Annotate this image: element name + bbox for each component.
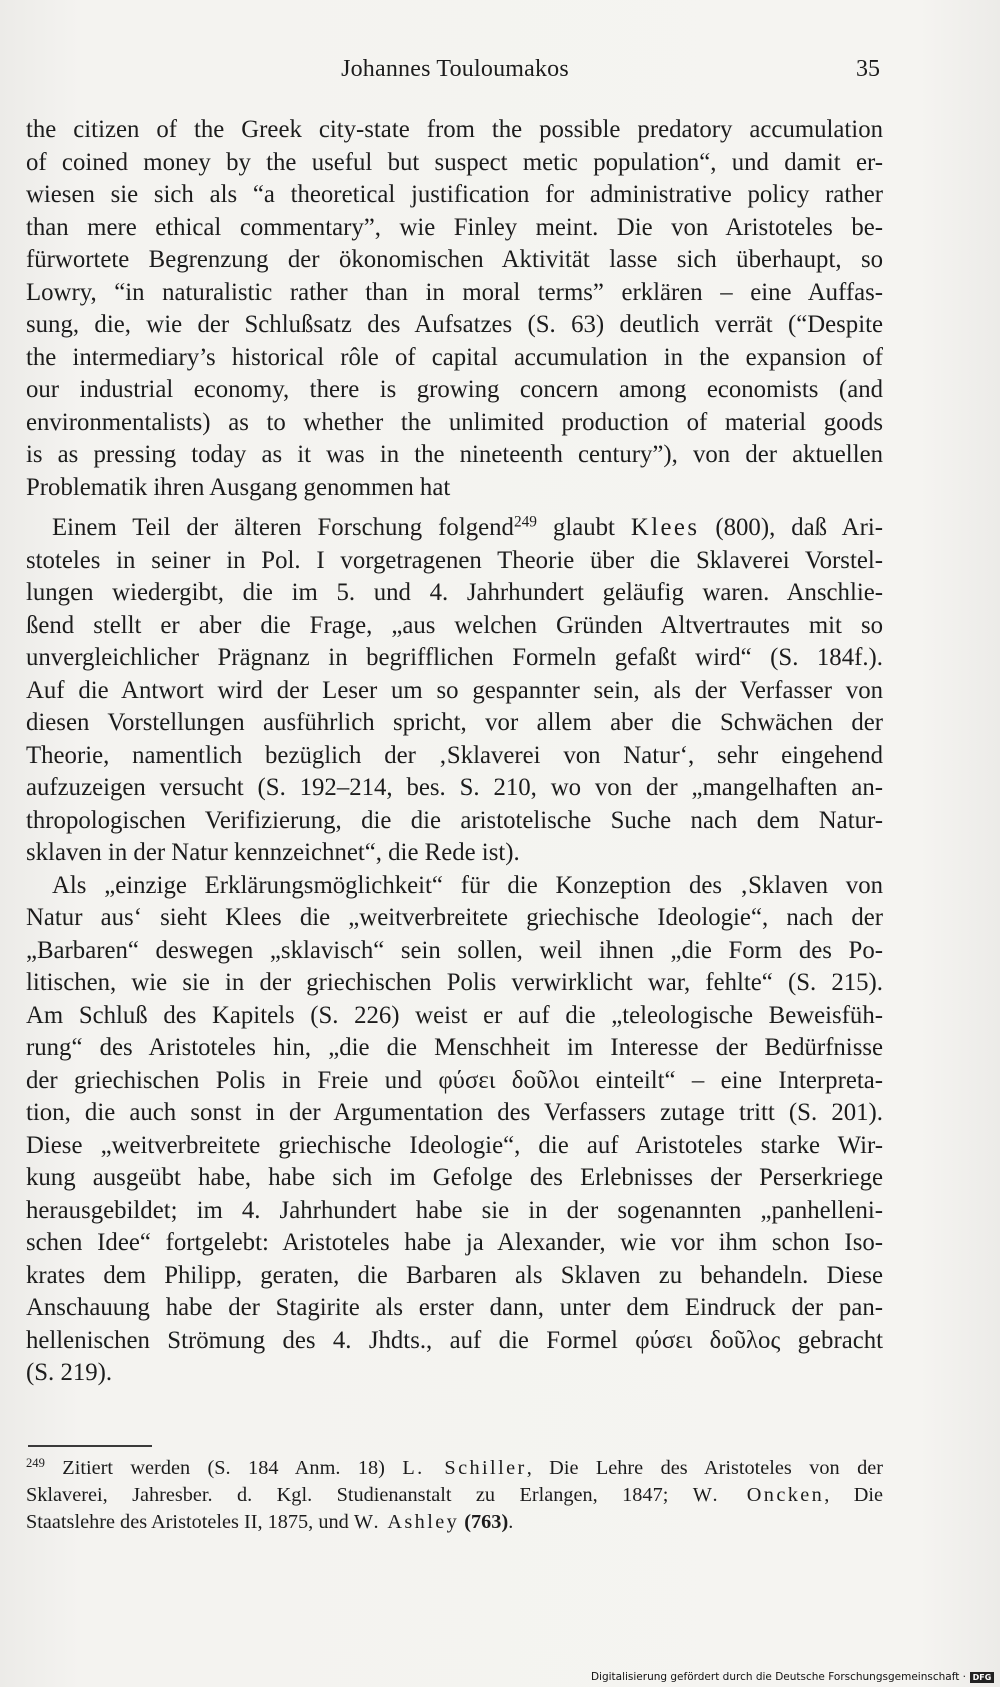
footnote-divider [28, 1445, 152, 1447]
text-line: environmentalists) as to whether the unlimited production of material goods [26, 408, 883, 436]
footnote-line [26, 1482, 883, 1509]
text-line: tion, die auch sonst in der Argumentation des Verfassers zutage tritt (S. 201). [26, 1099, 883, 1126]
running-head: Johannes Touloumakos [341, 56, 569, 82]
text-line: Als „einzige Erklärungsmöglichkeit“ für die Konzeption des ‚Sklaven von [52, 871, 883, 899]
text-line: herausgebildet; im 4. Jahrhundert habe sie in der sogenannten „panhelleni- [26, 1196, 883, 1224]
text-line: Diese „weitverbreitete griechische Ideologie“, die auf Aristoteles starke Wir- [26, 1131, 883, 1159]
paragraph-2 [26, 512, 883, 870]
text-line: fürwortete Begrenzung der ökonomischen Aktivität lasse sich überhaupt, so [26, 246, 883, 273]
text-line: than mere ethical commentary”, wie Finley meint. Die von Aristoteles be- [26, 213, 883, 241]
text-line: schen Idee“ fortgelebt: Aristoteles habe ja Alexander, wie vor ihm schon Iso- [26, 1229, 883, 1256]
author-name: L. Schiller [402, 1457, 527, 1479]
text-line: thropologischen Verifizierung, die die aristotelische Suche nach dem Natur- [26, 806, 883, 834]
page-number: 35 [856, 56, 880, 82]
text-line: diesen Vorstellungen ausführlich spricht, vor allem aber die Schwächen der [26, 709, 883, 736]
text-run: , Die Lehre des Aristoteles von der [526, 1457, 883, 1479]
text-run: (800), daß Ari- [699, 514, 883, 541]
text-line: Theorie, namentlich bezüglich der ‚Sklaverei von Natur‘, sehr eingehend [26, 741, 883, 769]
text-run: Einem Teil der älteren Forschung folgend [52, 514, 514, 541]
text-run: . [508, 1511, 514, 1533]
text-line: (S. 219). [26, 1359, 113, 1386]
text-line: sklaven in der Natur kennzeichnet“, die Rede ist). [26, 839, 520, 866]
footnote-249 [26, 1455, 883, 1536]
text-run: , Die [824, 1484, 883, 1506]
footnote-line [26, 1455, 883, 1482]
text-line: unvergleichlicher Prägnanz in begrifflichen Formeln gefaßt wird“ (S. 184f.). [26, 644, 883, 671]
footnote-number: 249 [26, 1456, 45, 1471]
paragraph-1 [26, 114, 883, 504]
footnote-ref: 249 [513, 513, 537, 531]
text-line: der griechischen Polis in Freie und φύσει δοῦλοι einteilt“ – eine Interpreta- [26, 1066, 883, 1094]
body-text [26, 114, 883, 1390]
credit-text: Digitalisierung gefördert durch die Deutsche Forschungsgemeinschaft · [590, 1671, 966, 1683]
text-line: hellenischen Strömung des 4. Jhdts., auf die Formel φύσει δοῦλος gebracht [26, 1326, 883, 1354]
author-name: W. Ashley [353, 1511, 460, 1533]
author-name: Klees [630, 514, 700, 541]
reference-number: (763) [464, 1511, 509, 1533]
text-run: Sklaverei, Jahresber. d. Kgl. Studienanstalt zu Erlangen, 1847; [26, 1484, 693, 1506]
text-line: is as pressing today as it was in the nineteenth century”), von der aktuellen [26, 441, 883, 468]
page-header [30, 56, 880, 92]
text-run: glaubt [536, 514, 631, 541]
text-line: Anschauung habe der Stagirite als erster dann, unter dem Eindruck der pan- [26, 1294, 883, 1321]
text-line: krates dem Philipp, geraten, die Barbaren als Sklaven zu behandeln. Diese [26, 1261, 883, 1289]
digitization-credit [591, 1671, 994, 1683]
author-name: W. Oncken [692, 1484, 825, 1506]
text-line: litischen, wie sie in der griechischen Polis verwirklicht war, fehlte“ (S. 215). [26, 969, 883, 996]
text-line: our industrial economy, there is growing concern among economists (and [26, 376, 883, 403]
text-line: the citizen of the Greek city-state from the possible predatory accumulation [26, 116, 883, 143]
text-line: aufzuzeigen versucht (S. 192–214, bes. S. 210, wo von der „mangelhaften an- [26, 774, 883, 801]
text-line: the intermediary’s historical rôle of capital accumulation in the expansion of [26, 343, 883, 371]
text-line: Natur aus‘ sieht Klees die „weitverbreitete griechische Ideologie“, nach der [26, 904, 883, 931]
text-line: ßend stellt er aber die Frage, „aus welchen Gründen Altvertrautes mit so [26, 611, 883, 639]
text-line: of coined money by the useful but suspect metic population“, und damit er- [26, 148, 883, 176]
footnote-line [26, 1509, 883, 1536]
text-run: Zitiert werden (S. 184 Anm. 18) [44, 1457, 403, 1479]
text-line: „Barbaren“ deswegen „sklavisch“ sein sollen, weil ihnen „die Form des Po- [26, 936, 883, 964]
dfg-logo-icon: DFG [970, 1672, 994, 1683]
text-run: Staatslehre des Aristoteles II, 1875, und [26, 1511, 354, 1533]
text-line: lungen wiedergibt, die im 5. und 4. Jahrhundert geläufig waren. Anschlie- [26, 579, 883, 606]
text-line: Lowry, “in naturalistic rather than in moral terms” erklären – eine Auffas- [26, 278, 883, 306]
paragraph-3 [26, 870, 883, 1390]
text-line: Auf die Antwort wird der Leser um so gespannter sein, als der Verfasser von [26, 676, 883, 704]
text-line: kung ausgeübt habe, habe sich im Gefolge des Erlebnisses der Perserkriege [26, 1164, 883, 1191]
text-line: stoteles in seiner in Pol. I vorgetragenen Theorie über die Sklaverei Vorstel- [26, 546, 883, 574]
text-line [26, 512, 883, 545]
text-line: Problematik ihren Ausgang genommen hat [26, 473, 451, 501]
text-line: sung, die, wie der Schlußsatz des Aufsatzes (S. 63) deutlich verrät (“Despite [26, 311, 883, 338]
paragraph-gap [26, 504, 883, 512]
text-line: Am Schluß des Kapitels (S. 226) weist er auf die „teleologische Beweisfüh- [26, 1001, 883, 1029]
text-line: wiesen sie sich als “a theoretical justification for administrative policy rather [26, 181, 883, 208]
text-line: rung“ des Aristoteles hin, „die die Menschheit im Interesse der Bedürfnisse [26, 1034, 883, 1061]
